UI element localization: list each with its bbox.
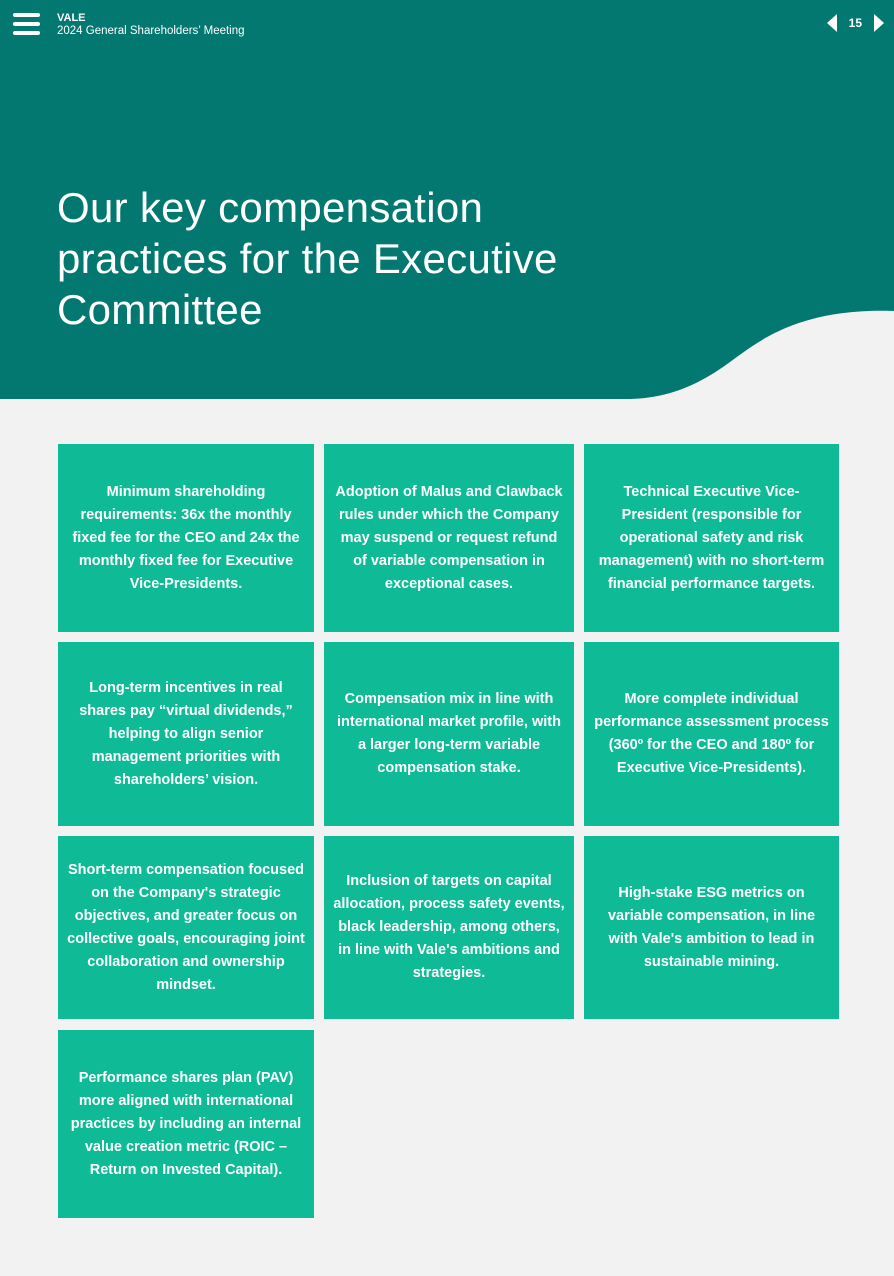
card-text: Minimum shareholding requirements: 36x the monthly fixed fee for the CEO and 24x the monthly fixed fee for Executive Vice-Presidents. — [72, 483, 300, 592]
card-text: High-stake ESG metrics on variable compensation, in line with Vale's ambition to lead in sustainable mining. — [607, 884, 816, 970]
card-text: Performance shares plan (PAV) more aligned with international practices by including an internal value creation metric (ROIC – Return on Invested Capital). — [70, 1069, 302, 1178]
brand-name: VALE — [57, 12, 86, 24]
practice-card — [324, 642, 574, 826]
triangle-right-icon[interactable] — [874, 14, 884, 32]
practice-card — [58, 1030, 314, 1218]
practice-card — [58, 444, 314, 632]
page-title: Our key compensation practices for the Executive Committee — [57, 184, 558, 333]
card-text: Adoption of Malus and Clawback rules under which the Company may suspend or request refund of variable compensation in exceptional cases. — [335, 483, 563, 592]
triangle-left-icon[interactable] — [827, 14, 837, 32]
practice-card — [584, 444, 839, 632]
practice-card — [324, 836, 574, 1019]
card-text: Long-term incentives in real shares pay “virtual dividends,” helping to align senior management priorities with shareholders’ vision. — [79, 679, 293, 788]
brand-block — [57, 12, 245, 38]
practice-card — [584, 836, 839, 1019]
top-bar — [0, 0, 894, 48]
practice-card — [58, 642, 314, 826]
card-text: More complete individual performance assessment process (360º for the CEO and 180º for Executive Vice-Presidents). — [594, 691, 829, 776]
practice-card — [324, 444, 574, 632]
card-text: Technical Executive Vice-President (responsible for operational safety and risk management) with no short-term financial performance targets. — [598, 483, 825, 592]
practice-card — [584, 642, 839, 826]
card-text: Short-term compensation focused on the Company's strategic objectives, and greater focus on collective goals, encouraging joint collaboration and ownership mindset. — [67, 861, 305, 993]
hamburger-menu-icon[interactable] — [13, 13, 40, 35]
card-text: Compensation mix in line with international market profile, with a larger long-term variable compensation stake. — [337, 691, 561, 776]
card-text: Inclusion of targets on capital allocation, process safety events, black leadership, among others, in line with Vale's ambitions and strategies. — [333, 873, 565, 981]
practice-card — [58, 836, 314, 1019]
page-number: 15 — [848, 16, 862, 30]
page-navigator — [827, 13, 884, 33]
meeting-subtitle: 2024 General Shareholders’ Meeting — [57, 25, 245, 37]
